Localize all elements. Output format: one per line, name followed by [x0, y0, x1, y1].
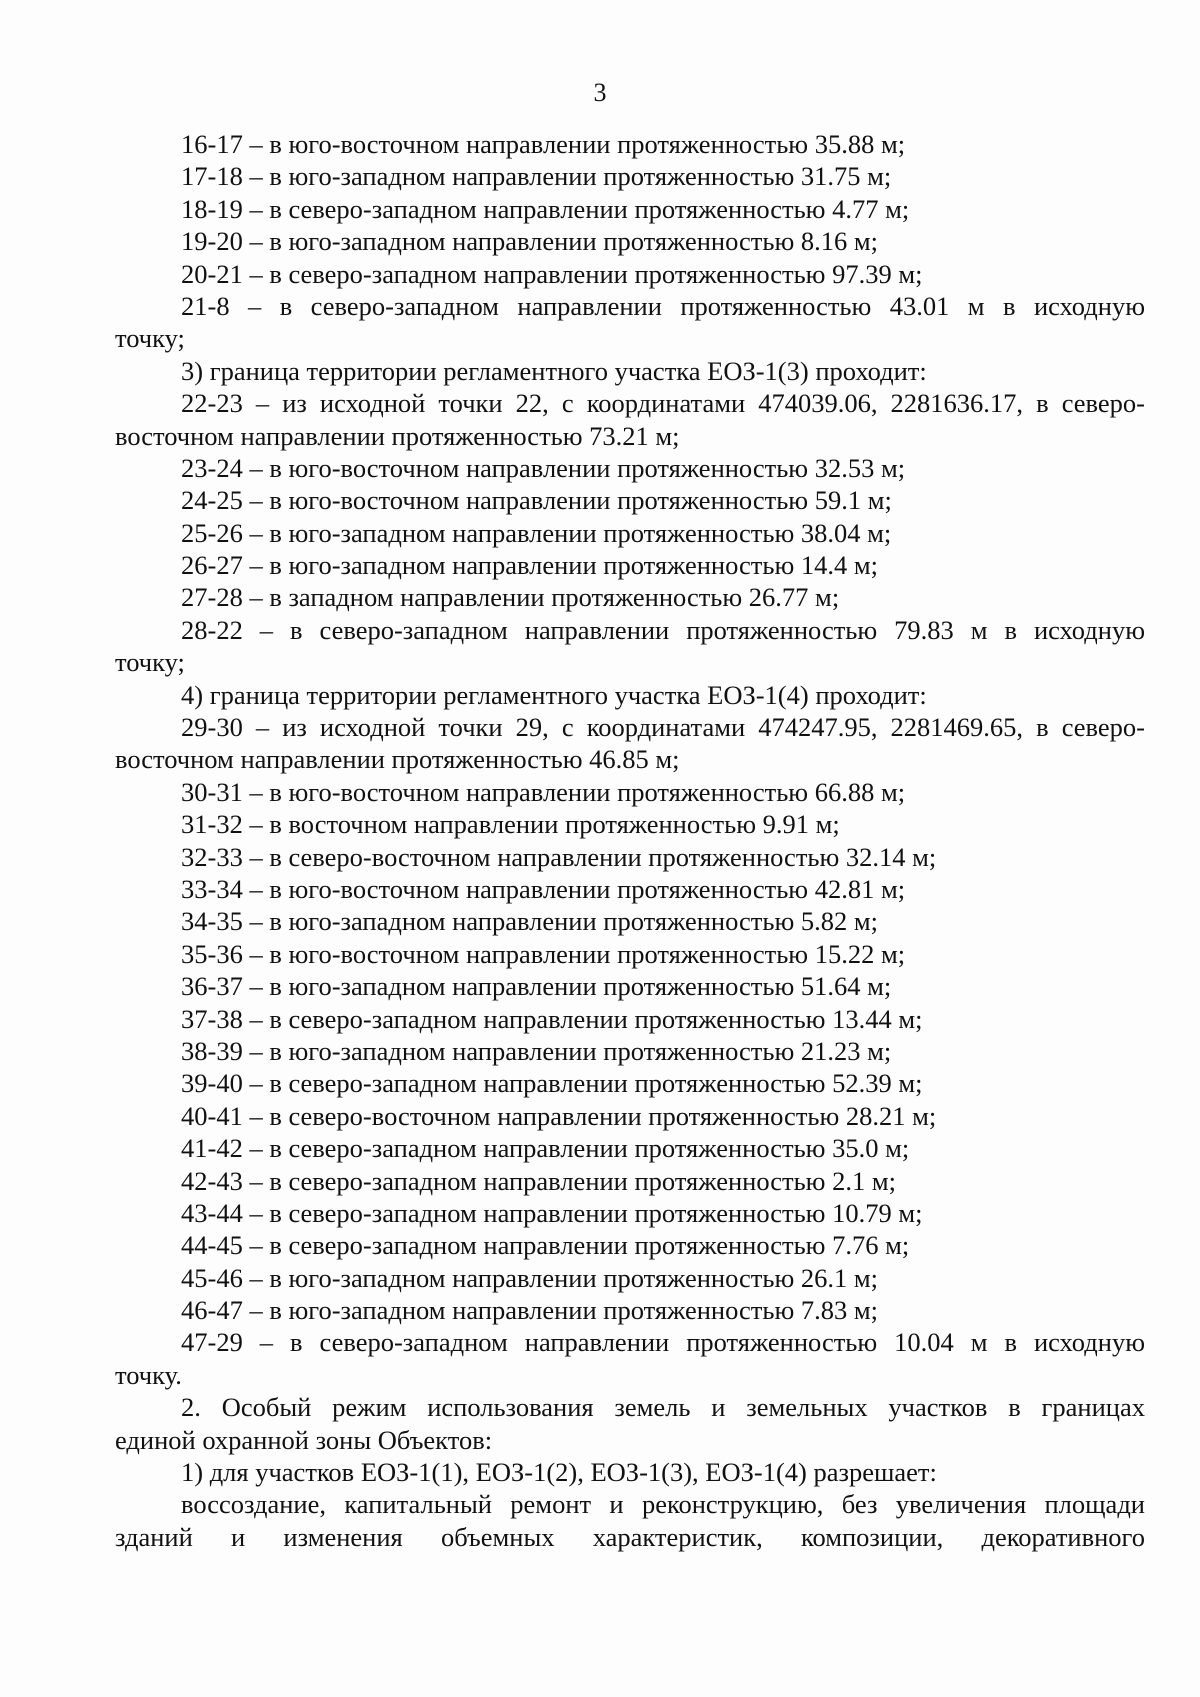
text-line: 34-35 – в юго-западном направлении протяженностью 5.82 м;	[181, 906, 879, 937]
text-line: 40-41 – в северо-восточном направлении протяженностью 28.21 м;	[181, 1100, 937, 1131]
text-line: точку.	[115, 1359, 182, 1390]
text-line: 17-18 – в юго-западном направлении протяженностью 31.75 м;	[181, 161, 892, 192]
text-line: 21-8 – в северо-западном направлении протяженностью 43.01 м в исходную	[181, 290, 1145, 321]
text-line: 1) для участков ЕОЗ-1(1), ЕОЗ-1(2), ЕОЗ-1(3), ЕОЗ-1(4) разрешает:	[181, 1457, 937, 1488]
text-line: 28-22 – в северо-западном направлении протяженностью 79.83 м в исходную	[181, 614, 1145, 645]
text-line: 19-20 – в юго-западном направлении протяженностью 8.16 м;	[181, 226, 879, 257]
text-line: 16-17 – в юго-восточном направлении протяженностью 35.88 м;	[181, 129, 906, 159]
document-body	[0, 128, 1200, 1553]
text-line: 22-23 – из исходной точки 22, с координатами 474039.06, 2281636.17, в северо-	[181, 388, 1145, 419]
text-line: 38-39 – в юго-западном направлении протяженностью 21.23 м;	[181, 1035, 892, 1066]
text-line: 45-46 – в юго-западном направлении протяженностью 26.1 м;	[181, 1262, 879, 1293]
text-line: зданий и изменения объемных характеристик, композиции, декоративного	[115, 1521, 1145, 1552]
text-line: воссоздание, капитальный ремонт и реконструкцию, без увеличения площади	[181, 1489, 1145, 1520]
text-line: единой охранной зоны Объектов:	[115, 1424, 493, 1455]
text-line: точку;	[115, 647, 185, 678]
text-line: 39-40 – в северо-западном направлении протяженностью 52.39 м;	[181, 1068, 923, 1099]
text-line: 27-28 – в западном направлении протяженностью 26.77 м;	[181, 582, 840, 613]
text-line: 29-30 – из исходной точки 29, с координатами 474247.95, 2281469.65, в северо-	[181, 712, 1145, 743]
text-line: 18-19 – в северо-западном направлении протяженностью 4.77 м;	[181, 193, 910, 224]
text-line: 4) граница территории регламентного участка ЕОЗ-1(4) проходит:	[181, 679, 927, 710]
text-line: 2. Особый режим использования земель и земельных участков в границах	[181, 1392, 1145, 1423]
text-line: восточном направлении протяженностью 46.85 м;	[115, 744, 680, 775]
text-line: точку;	[115, 323, 185, 354]
text-line: 32-33 – в северо-восточном направлении протяженностью 32.14 м;	[181, 841, 937, 872]
text-line: 43-44 – в северо-западном направлении протяженностью 10.79 м;	[181, 1197, 923, 1228]
text-line: 37-38 – в северо-западном направлении протяженностью 13.44 м;	[181, 1003, 923, 1034]
text-line: 33-34 – в юго-восточном направлении протяженностью 42.81 м;	[181, 873, 906, 904]
text-line: 25-26 – в юго-западном направлении протяженностью 38.04 м;	[181, 517, 892, 548]
text-line: 3) граница территории регламентного участка ЕОЗ-1(3) проходит:	[181, 355, 927, 386]
text-line: 47-29 – в северо-западном направлении протяженностью 10.04 м в исходную	[181, 1327, 1145, 1358]
text-line: 23-24 – в юго-восточном направлении протяженностью 32.53 м;	[181, 452, 906, 483]
text-line: 46-47 – в юго-западном направлении протяженностью 7.83 м;	[181, 1295, 879, 1326]
text-line: 35-36 – в юго-восточном направлении протяженностью 15.22 м;	[181, 938, 906, 969]
text-line: 26-27 – в юго-западном направлении протяженностью 14.4 м;	[181, 550, 879, 581]
text-line: 24-25 – в юго-восточном направлении протяженностью 59.1 м;	[181, 485, 892, 516]
text-line: 41-42 – в северо-западном направлении протяженностью 35.0 м;	[181, 1133, 910, 1164]
text-line: 36-37 – в юго-западном направлении протяженностью 51.64 м;	[181, 971, 892, 1002]
text-line: 20-21 – в северо-западном направлении протяженностью 97.39 м;	[181, 258, 923, 289]
text-line: 42-43 – в северо-западном направлении протяженностью 2.1 м;	[181, 1165, 896, 1196]
text-line: 44-45 – в северо-западном направлении протяженностью 7.76 м;	[181, 1230, 910, 1261]
text-line: 30-31 – в юго-восточном направлении протяженностью 66.88 м;	[181, 776, 906, 807]
text-line: 31-32 – в восточном направлении протяженностью 9.91 м;	[181, 809, 840, 840]
page-number: 3	[593, 78, 607, 107]
text-line: восточном направлении протяженностью 73.21 м;	[115, 420, 680, 451]
